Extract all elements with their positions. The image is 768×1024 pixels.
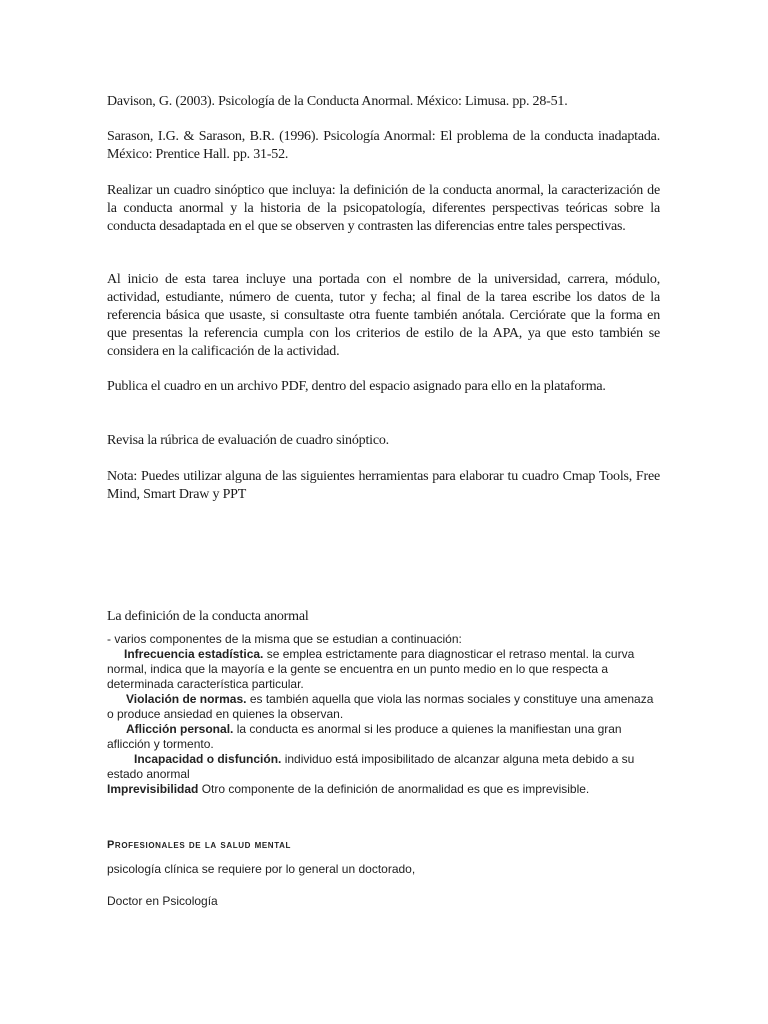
components-intro: - varios componentes de la misma que se estudian a continuación:: [107, 632, 462, 646]
instruction-paragraph-3: Publica el cuadro en un archivo PDF, dentro del espacio asignado para ello en la plataforma.: [107, 379, 606, 394]
component-term: Infrecuencia estadística.: [124, 647, 264, 661]
component-item: [107, 692, 660, 722]
section-title-definition: La definición de la conducta anormal: [107, 609, 309, 624]
reference-davison: Davison, G. (2003). Psicología de la Conducta Anormal. México: Limusa. pp. 28-51.: [107, 94, 568, 109]
component-item: [107, 752, 660, 782]
component-item: [107, 722, 660, 752]
professionals-line-2: Doctor en Psicología: [107, 894, 218, 908]
component-text: es también aquella que viola las normas sociales y constituye una amenaza o produce ansiedad en quienes la observan.: [107, 692, 654, 721]
component-term: Violación de normas.: [126, 692, 247, 706]
component-term: Imprevisibilidad: [107, 782, 199, 796]
component-text: individuo está imposibilitado de alcanzar alguna meta debido a su estado anormal: [107, 752, 635, 781]
component-text: la conducta es anormal si les produce a quienes la manifiestan una gran aflicción y tormento.: [107, 722, 622, 751]
component-term: Incapacidad o disfunción.: [134, 752, 282, 766]
reference-sarason: Sarason, I.G. & Sarason, B.R. (1996). Psicología Anormal: El problema de la conducta inadaptada. México: Prentice Hall. pp. 31-52.: [107, 129, 660, 162]
component-item: [107, 647, 660, 692]
component-text: se emplea estrictamente para diagnosticar el retraso mental. la curva normal, indica que la mayoría e la gente se encuentra en un punto medio en lo que respecta a determinada característica particular.: [107, 647, 635, 691]
section-heading-professionals: Profesionales de la salud mental: [107, 839, 291, 851]
instruction-paragraph-4: Revisa la rúbrica de evaluación de cuadro sinóptico.: [107, 433, 389, 448]
definition-components: [107, 632, 660, 797]
component-term: Aflicción personal.: [126, 722, 234, 736]
instruction-paragraph-1: Realizar un cuadro sinóptico que incluya: la definición de la conducta anormal, la caracterización de la conducta anormal y la historia de la psicopatología, diferentes perspectivas teóricas sobre la conducta desadaptada en el que se observen y contrasten las diferencias entre tales perspectivas.: [107, 183, 660, 234]
component-text: Otro componente de la definición de anormalidad es que es imprevisible.: [198, 782, 590, 796]
instruction-paragraph-2: Al inicio de esta tarea incluye una portada con el nombre de la universidad, carrera, módulo, actividad, estudiante, número de cuenta, tutor y fecha; al final de la tarea escribe los datos de la referencia básica que usaste, si consultaste otra fuente también anótala. Cerciórate que la forma en que presentas la referencia cumpla con los criterios de estilo de la APA, ya que esto también se considera en la calificación de la actividad.: [107, 272, 660, 359]
professionals-line-1: psicología clínica se requiere por lo general un doctorado,: [107, 862, 416, 876]
component-item: [107, 782, 660, 797]
instruction-note: Nota: Puedes utilizar alguna de las siguientes herramientas para elaborar tu cuadro Cmap Tools, Free Mind, Smart Draw y PPT: [107, 469, 660, 502]
